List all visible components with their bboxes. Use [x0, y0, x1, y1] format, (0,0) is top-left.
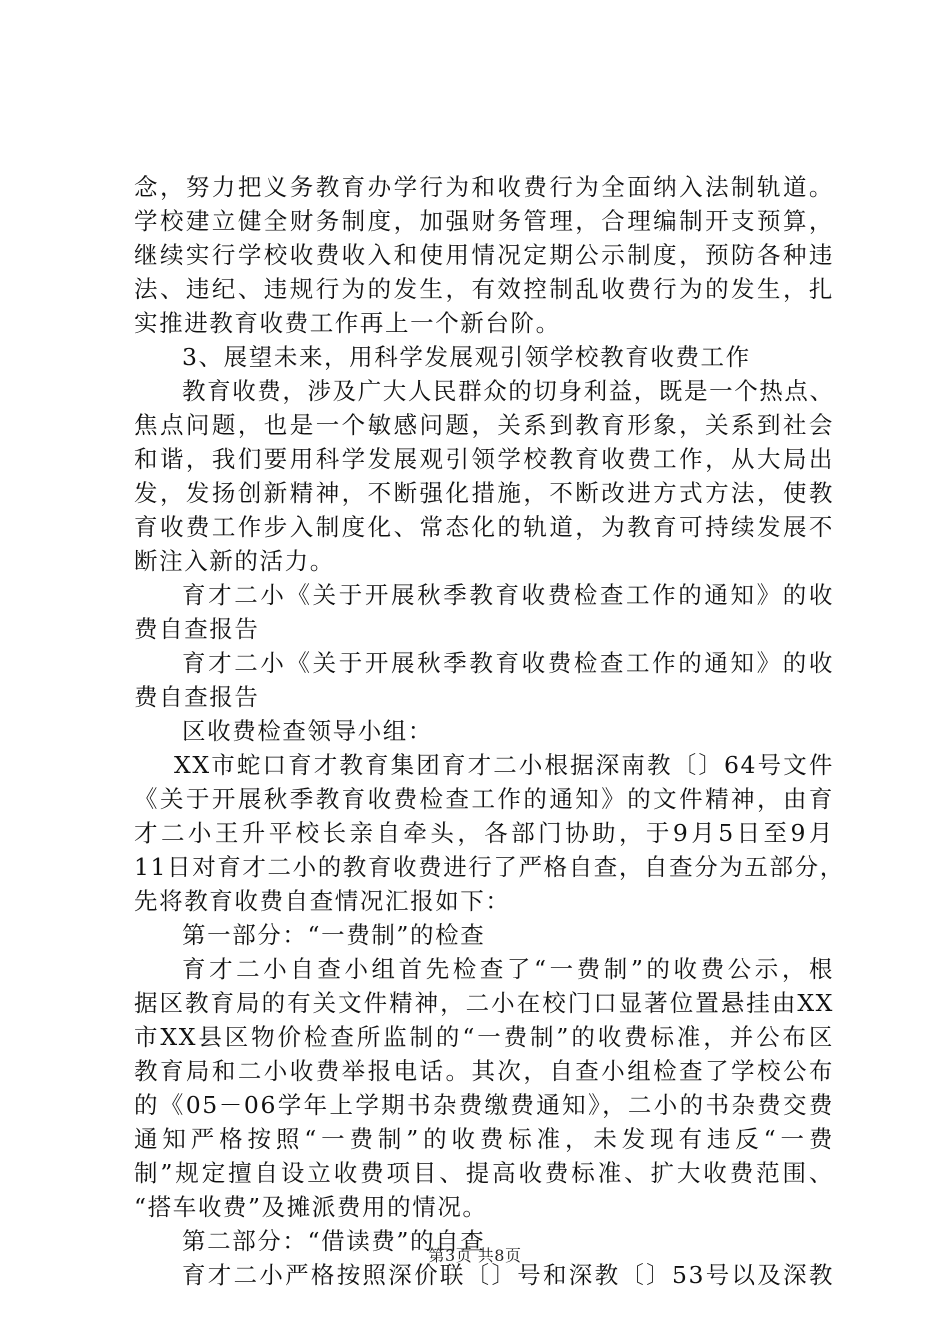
text-line: 和谐，我们要用科学发展观引领学校教育收费工作，从大局出 — [134, 445, 834, 473]
text-line: 的《05－06学年上学期书杂费缴费通知》，二小的书杂费交费 — [134, 1091, 834, 1119]
text-line: 焦点问题，也是一个敏感问题，关系到教育形象，关系到社会 — [134, 411, 834, 439]
text-line: 据区教育局的有关文件精神，二小在校门口显著位置悬挂由XX — [134, 989, 834, 1017]
text-line: 通知严格按照“一费制”的收费标准，未发现有违反“一费 — [134, 1125, 834, 1153]
text-line: 断注入新的活力。 — [134, 547, 335, 575]
text-line: “搭车收费”及摊派费用的情况。 — [134, 1193, 488, 1221]
report-title-line: 费自查报告 — [134, 683, 260, 711]
text-line: 教育收费，涉及广大人民群众的切身利益，既是一个热点、 — [182, 377, 835, 405]
text-line: 育才二小自查小组首先检查了“一费制”的收费公示，根 — [182, 955, 834, 983]
section-heading: 3、展望未来，用科学发展观引领学校教育收费工作 — [182, 343, 751, 371]
page-number-footer: 第3页 共8页 — [428, 1246, 522, 1265]
document-body — [134, 170, 845, 1292]
text-line: 继续实行学校收费收入和使用情况定期公示制度，预防各种违 — [134, 241, 834, 269]
section-heading: 第二部分：“借读费”的自查 — [182, 1227, 486, 1255]
text-line: 才二小王升平校长亲自牵头，各部门协助，于9月5日至9月 — [134, 819, 834, 847]
text-line: 学校建立健全财务制度，加强财务管理，合理编制开支预算， — [134, 207, 834, 235]
text-line: 先将教育收费自查情况汇报如下： — [134, 887, 511, 915]
section-heading: 第一部分：“一费制”的检查 — [182, 921, 486, 949]
text-line: 育收费工作步入制度化、常态化的轨道，为教育可持续发展不 — [134, 513, 834, 541]
text-line: 教育局和二小收费举报电话。其次，自查小组检查了学校公布 — [134, 1057, 834, 1085]
text-line: 市XX县区物价检查所监制的“一费制”的收费标准，并公布区 — [134, 1023, 834, 1051]
text-line: 发，发扬创新精神，不断强化措施，不断改进方式方法，使教 — [134, 479, 834, 507]
text-line: 《关于开展秋季教育收费检查工作的通知》的文件精神，由育 — [134, 785, 834, 813]
report-title-line: 育才二小《关于开展秋季教育收费检查工作的通知》的收 — [182, 581, 834, 609]
salutation: 区收费检查领导小组： — [182, 717, 433, 745]
text-line: 制”规定擅自设立收费项目、提高收费标准、扩大收费范围、 — [134, 1159, 834, 1187]
text-line: 育才二小严格按照深价联〔〕号和深教〔〕53号以及深教 — [182, 1261, 834, 1289]
text-line: XX市蛇口育才教育集团育才二小根据深南教〔〕64号文件 — [174, 751, 834, 779]
text-line: 实推进教育收费工作再上一个新台阶。 — [134, 309, 561, 337]
report-title-line: 费自查报告 — [134, 615, 260, 643]
text-line: 法、违纪、违规行为的发生，有效控制乱收费行为的发生，扎 — [134, 275, 834, 303]
text-line: 念，努力把义务教育办学行为和收费行为全面纳入法制轨道。 — [134, 173, 834, 201]
text-line: 11日对育才二小的教育收费进行了严格自查，自查分为五部分， — [134, 853, 845, 881]
report-title-line: 育才二小《关于开展秋季教育收费检查工作的通知》的收 — [182, 649, 834, 677]
